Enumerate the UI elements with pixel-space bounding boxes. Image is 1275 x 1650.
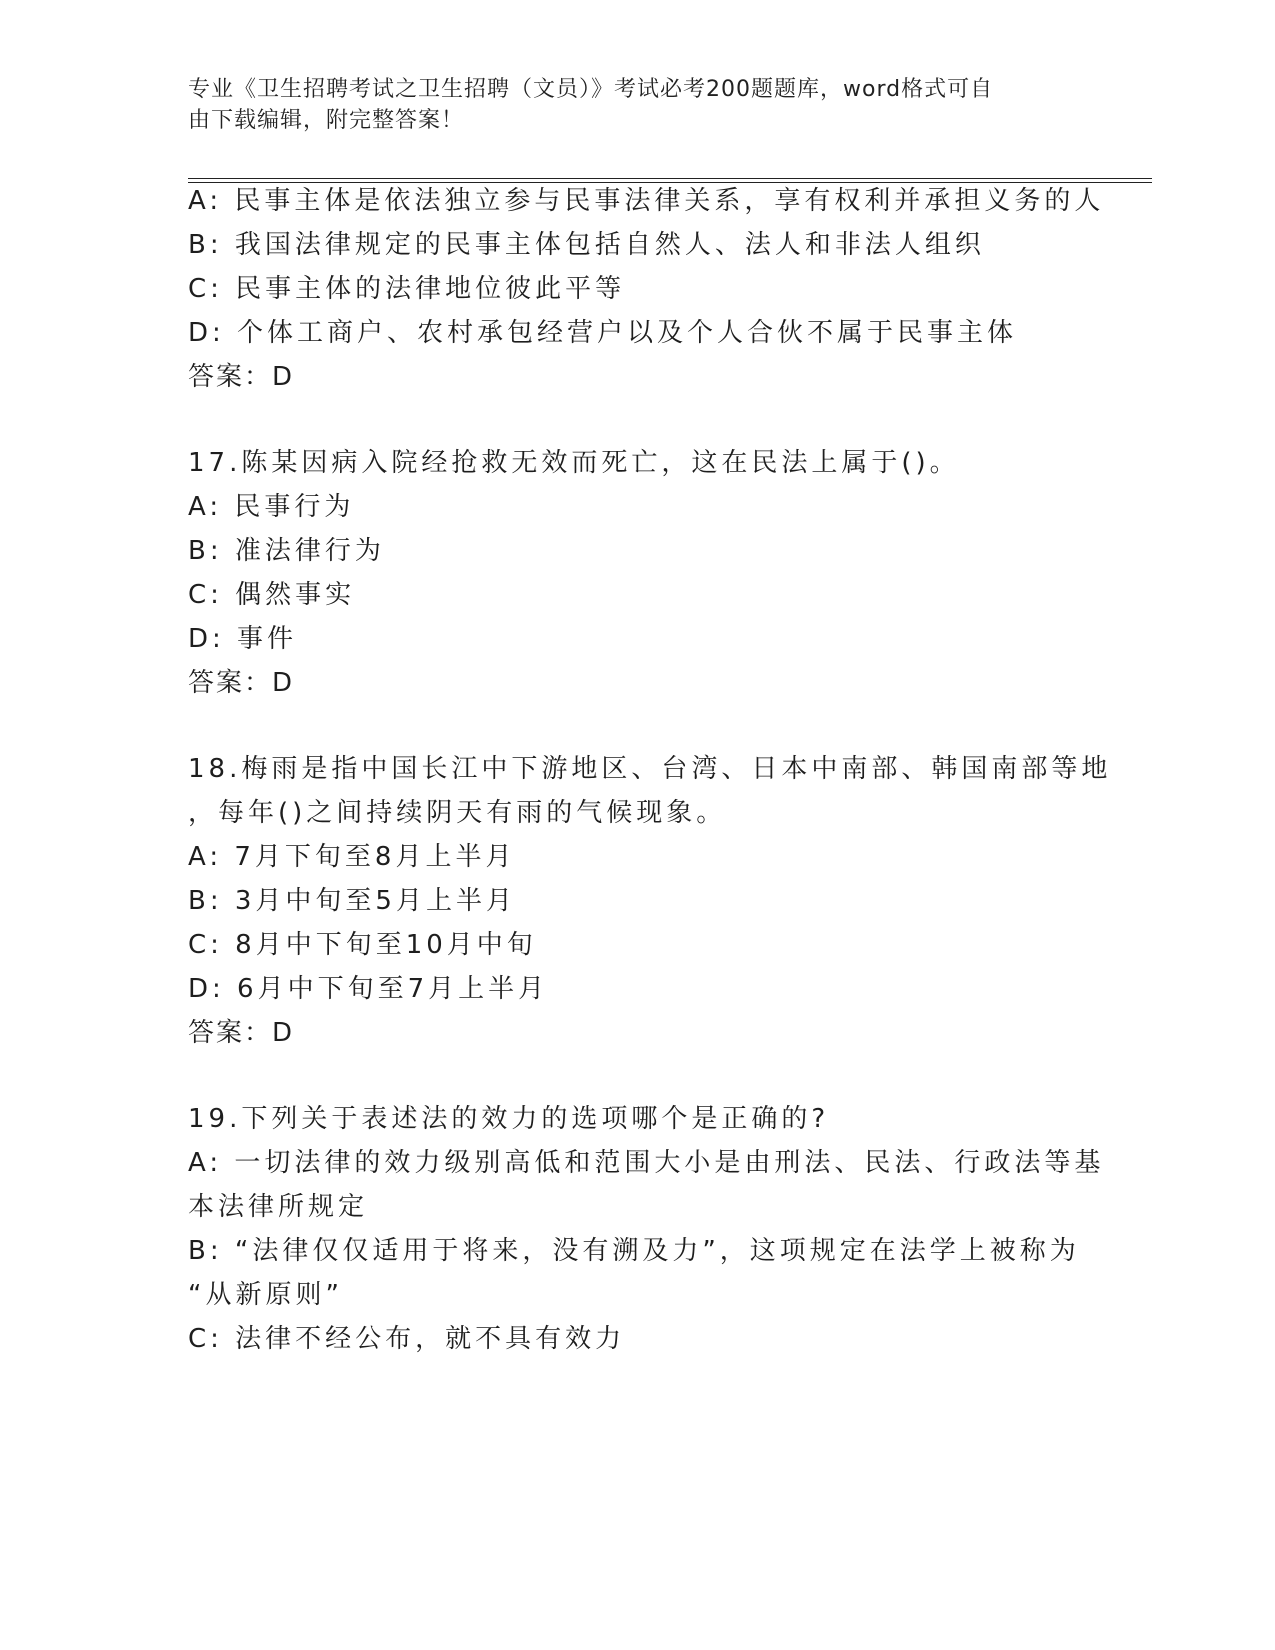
header-rule-top [188, 178, 1152, 179]
q19-option-a-line-1: A: 一切法律的效力级别高低和范围大小是由刑法、民法、行政法等基 [188, 1148, 1105, 1178]
q17-option-c: C: 偶然事实 [188, 580, 356, 610]
q18-option-d: D: 6月中下旬至7月上半月 [188, 974, 549, 1004]
header-line-1: 专业《卫生招聘考试之卫生招聘（文员）》考试必考200题题库，word格式可自 [188, 77, 994, 102]
q16-option-a: A: 民事主体是依法独立参与民事法律关系，享有权利并承担义务的人 [188, 186, 1105, 216]
q16-answer: 答案：D [188, 362, 295, 392]
header-line-2: 由下载编辑，附完整答案！ [188, 108, 465, 133]
q19-option-a-line-2: 本法律所规定 [188, 1192, 369, 1222]
q17-answer: 答案：D [188, 668, 295, 698]
q16-option-b: B: 我国法律规定的民事主体包括自然人、法人和非法人组织 [188, 230, 985, 260]
q18-answer: 答案：D [188, 1018, 295, 1048]
q17-option-a: A: 民事行为 [188, 492, 355, 522]
q16-option-c: C: 民事主体的法律地位彼此平等 [188, 274, 626, 304]
q16-option-d: D: 个体工商户、农村承包经营户以及个人合伙不属于民事主体 [188, 318, 1018, 348]
q18-question-line-1: 18.梅雨是指中国长江中下游地区、台湾、日本中南部、韩国南部等地 [188, 754, 1112, 784]
q18-option-b: B: 3月中旬至5月上半月 [188, 886, 516, 916]
q17-option-d: D: 事件 [188, 624, 298, 654]
q18-option-a: A: 7月下旬至8月上半月 [188, 842, 516, 872]
q18-option-c: C: 8月中下旬至10月中旬 [188, 930, 537, 960]
header-rule-bottom [188, 182, 1152, 183]
q19-option-c: C: 法律不经公布，就不具有效力 [188, 1324, 626, 1354]
q19-question: 19.下列关于表述法的效力的选项哪个是正确的? [188, 1104, 830, 1134]
q17-question: 17.陈某因病入院经抢救无效而死亡，这在民法上属于()。 [188, 448, 960, 478]
q17-option-b: B: 准法律行为 [188, 536, 385, 566]
q19-option-b-line-2: “从新原则” [188, 1280, 343, 1310]
q19-option-b-line-1: B: “法律仅仅适用于将来，没有溯及力”，这项规定在法学上被称为 [188, 1236, 1080, 1266]
q18-question-line-2: ，每年()之间持续阴天有雨的气候现象。 [188, 798, 727, 828]
document-header [188, 74, 1068, 136]
